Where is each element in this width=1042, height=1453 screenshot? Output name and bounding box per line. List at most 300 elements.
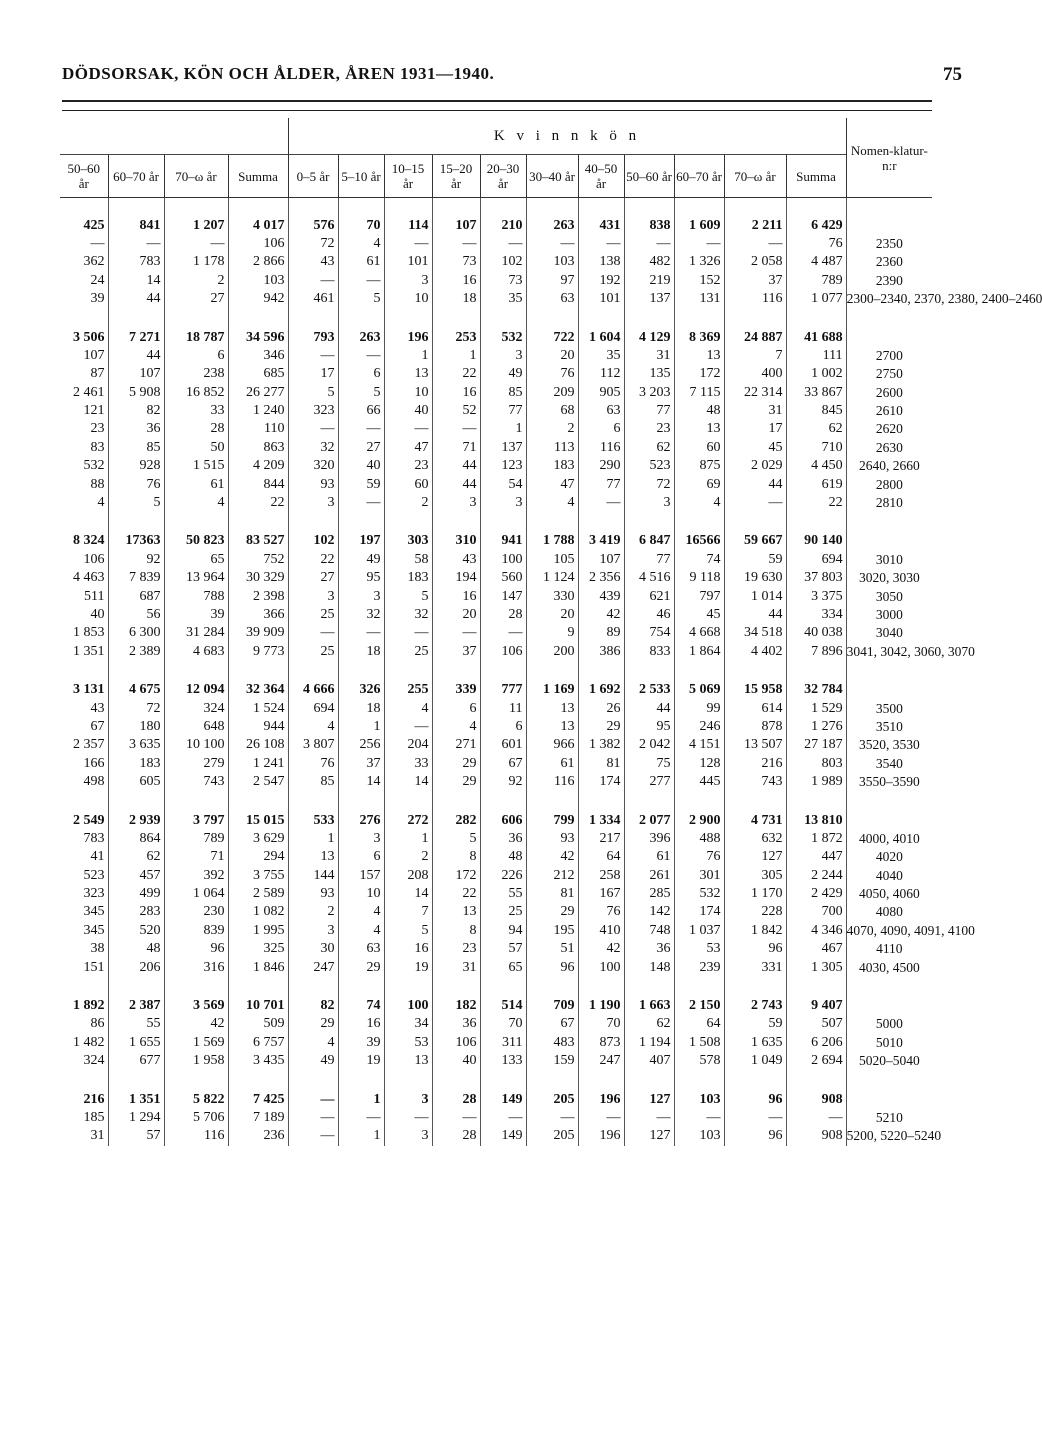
- table-cell: 13: [674, 347, 724, 365]
- table-cell: 107: [578, 551, 624, 569]
- nomenclature-cell: 3500: [846, 699, 932, 717]
- table-cell: 1 351: [73, 643, 105, 659]
- nomenclature-cell: 4000, 4010: [846, 830, 932, 848]
- table-cell: 4 668: [674, 624, 724, 642]
- table-cell: 76: [526, 365, 578, 383]
- table-cell: 93: [288, 475, 338, 493]
- table-cell: 4: [384, 699, 432, 717]
- table-cell: 362: [83, 254, 105, 270]
- table-cell: 77: [624, 551, 674, 569]
- table-cell: 16: [432, 384, 480, 402]
- table-cell: 1 326: [674, 253, 724, 271]
- nomenclature-cell: 4110: [846, 940, 932, 958]
- nomenclature-cell: 2610: [846, 402, 932, 420]
- table-cell: 752: [228, 551, 288, 569]
- table-cell: 7: [384, 903, 432, 921]
- table-cell: 8 369: [674, 328, 724, 346]
- table-cell: 3: [288, 922, 338, 940]
- table-row: [60, 958, 932, 976]
- table-cell: 75: [624, 755, 674, 773]
- table-cell: —: [338, 420, 384, 438]
- table-cell: 95: [338, 569, 384, 587]
- table-cell: 4: [338, 922, 384, 940]
- table-cell: 174: [578, 773, 624, 791]
- nomenclature-cell: 3000: [846, 606, 932, 624]
- table-cell: 48: [480, 848, 526, 866]
- table-cell: 6 429: [786, 216, 846, 234]
- table-cell: 22: [786, 494, 846, 512]
- table-row: [60, 885, 932, 903]
- table-cell: 36: [624, 940, 674, 958]
- table-cell: 386: [578, 643, 624, 661]
- table-cell: 1 663: [624, 997, 674, 1015]
- table-cell: 133: [480, 1052, 526, 1070]
- table-cell: 44: [724, 606, 786, 624]
- table-cell: 2 429: [786, 885, 846, 903]
- table-cell: 10: [384, 290, 432, 308]
- table-cell: 425: [83, 217, 105, 233]
- table-cell: 407: [624, 1052, 674, 1070]
- table-cell: 1 508: [674, 1034, 724, 1052]
- nomenclature-cell: 2300–2340, 2370, 2380, 2400–2460: [846, 290, 932, 308]
- table-cell: 31: [624, 347, 674, 365]
- table-cell: 1 241: [228, 755, 288, 773]
- table-cell: 467: [786, 940, 846, 958]
- row-gap: [60, 791, 932, 811]
- table-cell: 743: [724, 773, 786, 791]
- table-cell: 92: [480, 773, 526, 791]
- table-cell: 93: [526, 830, 578, 848]
- table-cell: 87: [90, 366, 105, 382]
- table-cell: 31: [432, 958, 480, 976]
- table-cell: 1 077: [786, 290, 846, 308]
- table-cell: 110: [228, 420, 288, 438]
- table-cell: 135: [624, 365, 674, 383]
- nomenclature-cell: 3040: [846, 624, 932, 642]
- table-cell: 6 757: [228, 1034, 288, 1052]
- table-cell: 239: [674, 958, 724, 976]
- table-cell: 114: [384, 216, 432, 234]
- table-cell: 905: [578, 384, 624, 402]
- table-cell: 1 194: [624, 1034, 674, 1052]
- table-cell: 34 518: [724, 624, 786, 642]
- table-cell: 25: [384, 643, 432, 661]
- table-cell: 53: [384, 1034, 432, 1052]
- table-cell: 205: [526, 1127, 578, 1145]
- table-cell: 873: [578, 1034, 624, 1052]
- table-cell: 783: [83, 830, 105, 846]
- group-total-row: [60, 681, 932, 699]
- nomenclature-cell: 4050, 4060: [846, 885, 932, 903]
- table-cell: 73: [432, 253, 480, 271]
- table-cell: —: [338, 272, 384, 290]
- table-cell: 67: [526, 1015, 578, 1033]
- table-cell: 3 755: [228, 867, 288, 885]
- mortality-table: [60, 118, 1042, 1146]
- column-header-nomenklatur: Nomen-klatur-n:r: [846, 118, 932, 198]
- table-cell: 137: [624, 290, 674, 308]
- table-cell: 17: [724, 420, 786, 438]
- table-cell: —: [108, 235, 164, 253]
- table-cell: 25: [288, 643, 338, 661]
- table-cell: 32: [338, 606, 384, 624]
- table-cell: 73: [480, 272, 526, 290]
- table-cell: 63: [578, 402, 624, 420]
- table-cell: 532: [674, 885, 724, 903]
- table-row: [60, 736, 932, 754]
- table-cell: 100: [578, 958, 624, 976]
- table-row: [60, 1052, 932, 1070]
- table-cell: —: [338, 494, 384, 512]
- table-cell: 3: [432, 494, 480, 512]
- table-cell: 20: [526, 606, 578, 624]
- table-cell: 799: [526, 811, 578, 829]
- table-cell: 4 731: [724, 811, 786, 829]
- table-cell: 694: [786, 551, 846, 569]
- table-cell: 142: [624, 903, 674, 921]
- table-row: [60, 365, 932, 383]
- table-cell: 9 407: [786, 997, 846, 1015]
- table-cell: 6: [432, 699, 480, 717]
- nomenclature-cell: 2600: [846, 384, 932, 402]
- table-cell: 44: [108, 290, 164, 308]
- table-cell: 6 206: [786, 1034, 846, 1052]
- table-cell: 101: [384, 253, 432, 271]
- table-cell: 47: [384, 439, 432, 457]
- table-row: [60, 1127, 932, 1145]
- table-cell: 209: [526, 384, 578, 402]
- table-cell: 5 706: [164, 1109, 228, 1127]
- table-cell: 2: [288, 903, 338, 921]
- table-cell: 49: [288, 1052, 338, 1070]
- table-cell: 276: [338, 811, 384, 829]
- nomenclature-cell: 3520, 3530: [846, 736, 932, 754]
- table-body: [60, 198, 1042, 1146]
- table-row: [60, 1034, 932, 1052]
- table-cell: 106: [228, 235, 288, 253]
- table-cell: 509: [228, 1015, 288, 1033]
- table-row: [60, 384, 932, 402]
- table-cell: 26: [578, 699, 624, 717]
- table-row: [60, 773, 932, 791]
- table-cell: 210: [480, 216, 526, 234]
- table-cell: 226: [480, 867, 526, 885]
- table-cell: —: [526, 235, 578, 253]
- table-cell: 2 077: [624, 811, 674, 829]
- nomenclature-cell: 4020: [846, 848, 932, 866]
- table-cell: 7 425: [228, 1090, 288, 1108]
- table-cell: 83: [90, 439, 105, 455]
- table-cell: 2 743: [724, 997, 786, 1015]
- table-cell: 777: [480, 681, 526, 699]
- table-cell: —: [578, 1109, 624, 1127]
- table-cell: 116: [164, 1127, 228, 1145]
- table-cell: 1 170: [724, 885, 786, 903]
- table-cell: 60: [384, 475, 432, 493]
- table-cell: 107: [432, 216, 480, 234]
- table-cell: 5 822: [164, 1090, 228, 1108]
- table-cell: —: [288, 347, 338, 365]
- table-cell: 445: [674, 773, 724, 791]
- table-cell: 687: [108, 587, 164, 605]
- table-cell: 44: [432, 457, 480, 475]
- table-cell: 1 178: [164, 253, 228, 271]
- table-cell: 97: [526, 272, 578, 290]
- table-cell: —: [578, 235, 624, 253]
- table-cell: 17363: [108, 532, 164, 550]
- group-total-row: [60, 532, 932, 550]
- table-cell: 941: [480, 532, 526, 550]
- table-cell: 128: [674, 755, 724, 773]
- table-cell: 797: [674, 587, 724, 605]
- table-cell: 90 140: [786, 532, 846, 550]
- table-cell: 942: [228, 290, 288, 308]
- table-cell: 1 190: [578, 997, 624, 1015]
- table-cell: 42: [164, 1015, 228, 1033]
- table-cell: 8: [432, 848, 480, 866]
- table-cell: 3 375: [786, 587, 846, 605]
- table-cell: 67: [480, 755, 526, 773]
- table-cell: 86: [90, 1016, 105, 1032]
- table-cell: 748: [624, 922, 674, 940]
- nomenclature-cell: 3020, 3030: [846, 569, 932, 587]
- group-total-row: [60, 1090, 932, 1108]
- table-cell: 102: [480, 253, 526, 271]
- nomenclature-cell: 5020–5040: [846, 1052, 932, 1070]
- table-cell: 19: [384, 958, 432, 976]
- nomenclature-cell: 3041, 3042, 3060, 3070: [846, 643, 932, 661]
- table-cell: 1 382: [578, 736, 624, 754]
- table-cell: 46: [624, 606, 674, 624]
- table-cell: 4: [164, 494, 228, 512]
- table-cell: 41: [90, 849, 105, 865]
- table-cell: 1: [432, 347, 480, 365]
- table-cell: 3: [338, 830, 384, 848]
- table-cell: 147: [480, 587, 526, 605]
- table-cell: 605: [108, 773, 164, 791]
- table-cell: 58: [384, 551, 432, 569]
- table-cell: —: [288, 1109, 338, 1127]
- table-cell: 11: [480, 699, 526, 717]
- table-cell: 1 276: [786, 718, 846, 736]
- table-cell: 1 049: [724, 1052, 786, 1070]
- table-cell: 7 271: [108, 328, 164, 346]
- table-cell: 863: [228, 439, 288, 457]
- table-cell: 18: [338, 643, 384, 661]
- table-cell: 172: [432, 867, 480, 885]
- table-cell: 3: [624, 494, 674, 512]
- table-cell: —: [288, 624, 338, 642]
- table-row: [60, 830, 932, 848]
- table-cell: 40: [384, 402, 432, 420]
- table-cell: 34 596: [228, 328, 288, 346]
- table-cell: 18: [432, 290, 480, 308]
- table-cell: 29: [288, 1015, 338, 1033]
- table-cell: 283: [108, 903, 164, 921]
- nomenclature-cell: 4080: [846, 903, 932, 921]
- table-row: [60, 475, 932, 493]
- table-cell: 246: [674, 718, 724, 736]
- column-header: 50–60 år: [60, 155, 108, 198]
- table-cell: 196: [384, 328, 432, 346]
- table-cell: 37: [432, 643, 480, 661]
- table-cell: 30 329: [228, 569, 288, 587]
- group-total-row: [60, 216, 932, 234]
- table-cell: 34: [384, 1015, 432, 1033]
- table-cell: 102: [288, 532, 338, 550]
- table-row: [60, 718, 932, 736]
- table-cell: 200: [526, 643, 578, 661]
- table-cell: 908: [786, 1127, 846, 1145]
- table-cell: 793: [288, 328, 338, 346]
- table-cell: 39: [164, 606, 228, 624]
- table-cell: 107: [108, 365, 164, 383]
- table-cell: 22 314: [724, 384, 786, 402]
- table-cell: 50 823: [164, 532, 228, 550]
- nomenclature-cell: 3010: [846, 551, 932, 569]
- table-cell: —: [384, 718, 432, 736]
- nomenclature-cell: [846, 681, 932, 699]
- table-cell: 320: [288, 457, 338, 475]
- table-cell: 247: [288, 958, 338, 976]
- table-cell: —: [480, 235, 526, 253]
- table-cell: 74: [338, 997, 384, 1015]
- table-cell: —: [384, 1109, 432, 1127]
- nomenclature-cell: 5010: [846, 1034, 932, 1052]
- table-cell: 3 569: [164, 997, 228, 1015]
- nomenclature-cell: 2640, 2660: [846, 457, 932, 475]
- table-row: [60, 420, 932, 438]
- nomenclature-cell: 2620: [846, 420, 932, 438]
- table-cell: 45: [724, 439, 786, 457]
- table-cell: 4: [338, 903, 384, 921]
- table-cell: —: [288, 1090, 338, 1108]
- table-cell: 174: [674, 903, 724, 921]
- table-cell: 149: [480, 1090, 526, 1108]
- table-cell: 71: [164, 848, 228, 866]
- table-cell: 62: [624, 439, 674, 457]
- table-cell: 29: [526, 903, 578, 921]
- table-cell: 1 014: [724, 587, 786, 605]
- table-cell: 10: [384, 384, 432, 402]
- table-cell: 27: [288, 569, 338, 587]
- table-cell: 9 118: [674, 569, 724, 587]
- table-cell: 7 115: [674, 384, 724, 402]
- table-cell: 52: [432, 402, 480, 420]
- table-row: [60, 903, 932, 921]
- table-cell: 1 842: [724, 922, 786, 940]
- table-cell: 24: [90, 272, 105, 288]
- table-cell: 532: [83, 458, 105, 474]
- table-cell: 14: [108, 272, 164, 290]
- row-gap: [60, 512, 932, 532]
- table-cell: 461: [288, 290, 338, 308]
- column-header: 70–ω år: [724, 155, 786, 198]
- table-cell: 83 527: [228, 532, 288, 550]
- table-cell: 4 129: [624, 328, 674, 346]
- table-cell: 2 533: [624, 681, 674, 699]
- table-cell: 5: [432, 830, 480, 848]
- table-cell: 5: [288, 384, 338, 402]
- table-row: [60, 402, 932, 420]
- table-cell: 3 131: [73, 682, 105, 698]
- table-cell: 92: [108, 551, 164, 569]
- table-cell: 59: [724, 551, 786, 569]
- table-cell: 346: [228, 347, 288, 365]
- table-cell: 23: [384, 457, 432, 475]
- table-cell: 36: [108, 420, 164, 438]
- table-cell: 3 203: [624, 384, 674, 402]
- table-cell: 1 892: [73, 998, 105, 1014]
- table-cell: 28: [432, 1090, 480, 1108]
- table-cell: 272: [384, 811, 432, 829]
- table-cell: 1: [338, 1090, 384, 1108]
- table-cell: 26 277: [228, 384, 288, 402]
- table-cell: —: [526, 1109, 578, 1127]
- table-cell: 316: [164, 958, 228, 976]
- table-cell: 183: [526, 457, 578, 475]
- table-row: [60, 1015, 932, 1033]
- table-cell: 60: [674, 439, 724, 457]
- table-cell: 523: [83, 867, 105, 883]
- table-row: [60, 569, 932, 587]
- table-cell: 4: [526, 494, 578, 512]
- table-cell: 17: [288, 365, 338, 383]
- table-row: [60, 290, 932, 308]
- table-cell: 16: [432, 587, 480, 605]
- table-cell: 4 209: [228, 457, 288, 475]
- table-cell: —: [164, 235, 228, 253]
- table-cell: 844: [228, 475, 288, 493]
- table-cell: 282: [432, 811, 480, 829]
- table-row: [60, 848, 932, 866]
- table-cell: 36: [480, 830, 526, 848]
- table-cell: 482: [624, 253, 674, 271]
- table-cell: 56: [108, 606, 164, 624]
- table-cell: 28: [432, 1127, 480, 1145]
- table-cell: 22: [288, 551, 338, 569]
- table-cell: 14: [384, 773, 432, 791]
- table-cell: 180: [108, 718, 164, 736]
- table-cell: 1: [338, 718, 384, 736]
- nomenclature-cell: [846, 328, 932, 346]
- table-cell: 1: [384, 347, 432, 365]
- table-cell: 96: [724, 1127, 786, 1145]
- table-cell: 2 150: [674, 997, 724, 1015]
- table-cell: 14: [338, 773, 384, 791]
- table-cell: 27 187: [786, 736, 846, 754]
- table-cell: 39: [338, 1034, 384, 1052]
- table-cell: 10 701: [228, 997, 288, 1015]
- column-header: Summa: [228, 155, 288, 198]
- table-cell: 121: [83, 403, 105, 419]
- group-header-kvinnkon: [288, 118, 846, 155]
- table-cell: 72: [288, 235, 338, 253]
- table-cell: 6 847: [624, 532, 674, 550]
- table-row: [60, 235, 932, 253]
- table-cell: 5 069: [674, 681, 724, 699]
- table-cell: 16: [384, 940, 432, 958]
- table-cell: 25: [288, 606, 338, 624]
- table-cell: 334: [786, 606, 846, 624]
- table-cell: 4: [288, 1034, 338, 1052]
- nomenclature-cell: 3550–3590: [846, 773, 932, 791]
- table-cell: 19: [338, 1052, 384, 1070]
- nomenclature-cell: [846, 1090, 932, 1108]
- table-cell: 149: [480, 1127, 526, 1145]
- table-cell: 1 064: [164, 885, 228, 903]
- table-cell: 1 853: [73, 625, 105, 641]
